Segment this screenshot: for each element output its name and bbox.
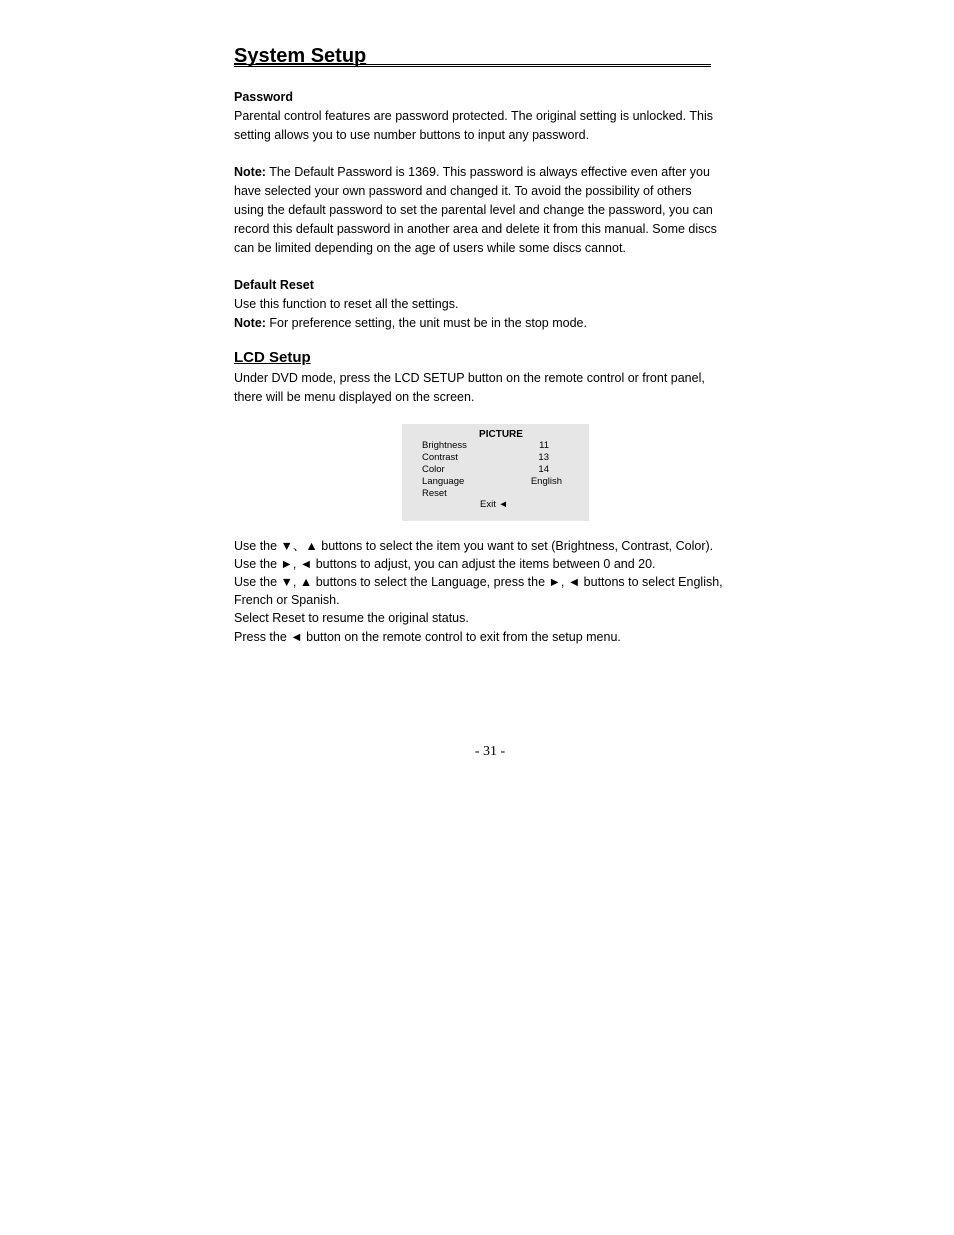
menu-row-label: Contrast — [422, 452, 458, 463]
menu-row-contrast — [422, 452, 572, 464]
menu-row-value: English — [530, 476, 562, 487]
password-note-line: using the default password to set the parental level and change the password, you can — [234, 203, 713, 217]
menu-row-brightness — [422, 440, 572, 452]
instruction-line: Use the ▼, ▲ buttons to select the Language, press the ►, ◄ buttons to select English, — [234, 575, 723, 589]
menu-row-label: Reset — [422, 488, 447, 499]
menu-row-label: Color — [422, 464, 445, 475]
lcd-setup-heading: LCD Setup — [234, 349, 311, 366]
password-note-line: record this default password in another area and delete it from this manual. Some discs — [234, 222, 717, 236]
instruction-line: Use the ►, ◄ buttons to adjust, you can adjust the items between 0 and 20. — [234, 557, 656, 571]
note-label: Note: — [234, 316, 266, 330]
lcd-intro-line: there will be menu displayed on the screen. — [234, 390, 475, 404]
note-text: For preference setting, the unit must be in the stop mode. — [265, 316, 587, 330]
default-reset-section — [234, 276, 726, 333]
instruction-line: Press the ◄ button on the remote control to exit from the setup menu. — [234, 630, 621, 644]
instruction-line: Select Reset to resume the original status. — [234, 611, 469, 625]
picture-menu-illustration — [402, 424, 589, 521]
page-number: - 31 - — [474, 744, 506, 759]
instruction-line: Use the ▼、▲ buttons to select the item you want to set (Brightness, Contrast, Color). — [234, 539, 714, 553]
lcd-setup-intro — [234, 369, 726, 407]
page-title: System Setup — [234, 45, 367, 67]
menu-row-value: 13 — [538, 452, 549, 463]
menu-row-color — [422, 464, 572, 476]
default-reset-heading: Default Reset — [234, 278, 314, 292]
menu-row-label: Language — [422, 476, 465, 487]
note-label: Note: — [234, 165, 266, 179]
page-title-area — [234, 44, 711, 68]
instruction-line: French or Spanish. — [234, 593, 340, 607]
menu-row-label: Brightness — [422, 440, 467, 451]
note-text: The Default Password is 1369. This password is always effective even after you — [265, 165, 710, 179]
menu-exit-item: Exit ◄ — [480, 499, 508, 510]
menu-row-language — [422, 476, 572, 488]
lcd-instructions — [234, 537, 726, 646]
password-note — [234, 163, 726, 258]
menu-row-value: 11 — [539, 440, 549, 451]
password-note-line: can be limited depending on the age of users while some discs cannot. — [234, 241, 626, 255]
menu-row-value: 14 — [538, 464, 549, 475]
password-section — [234, 88, 726, 145]
password-note-line — [234, 163, 726, 182]
lcd-intro-line: Under DVD mode, press the LCD SETUP button on the remote control or front panel, — [234, 371, 705, 385]
picture-menu-title: PICTURE — [479, 429, 523, 440]
password-body-line: Parental control features are password protected. The original setting is unlocked. This — [234, 109, 713, 123]
password-body-line: setting allows you to use number buttons to input any password. — [234, 128, 590, 142]
default-reset-note — [234, 314, 726, 333]
password-heading: Password — [234, 90, 294, 104]
password-note-line: have selected your own password and changed it. To avoid the possibility of others — [234, 184, 692, 198]
default-reset-body: Use this function to reset all the settings. — [234, 297, 459, 311]
